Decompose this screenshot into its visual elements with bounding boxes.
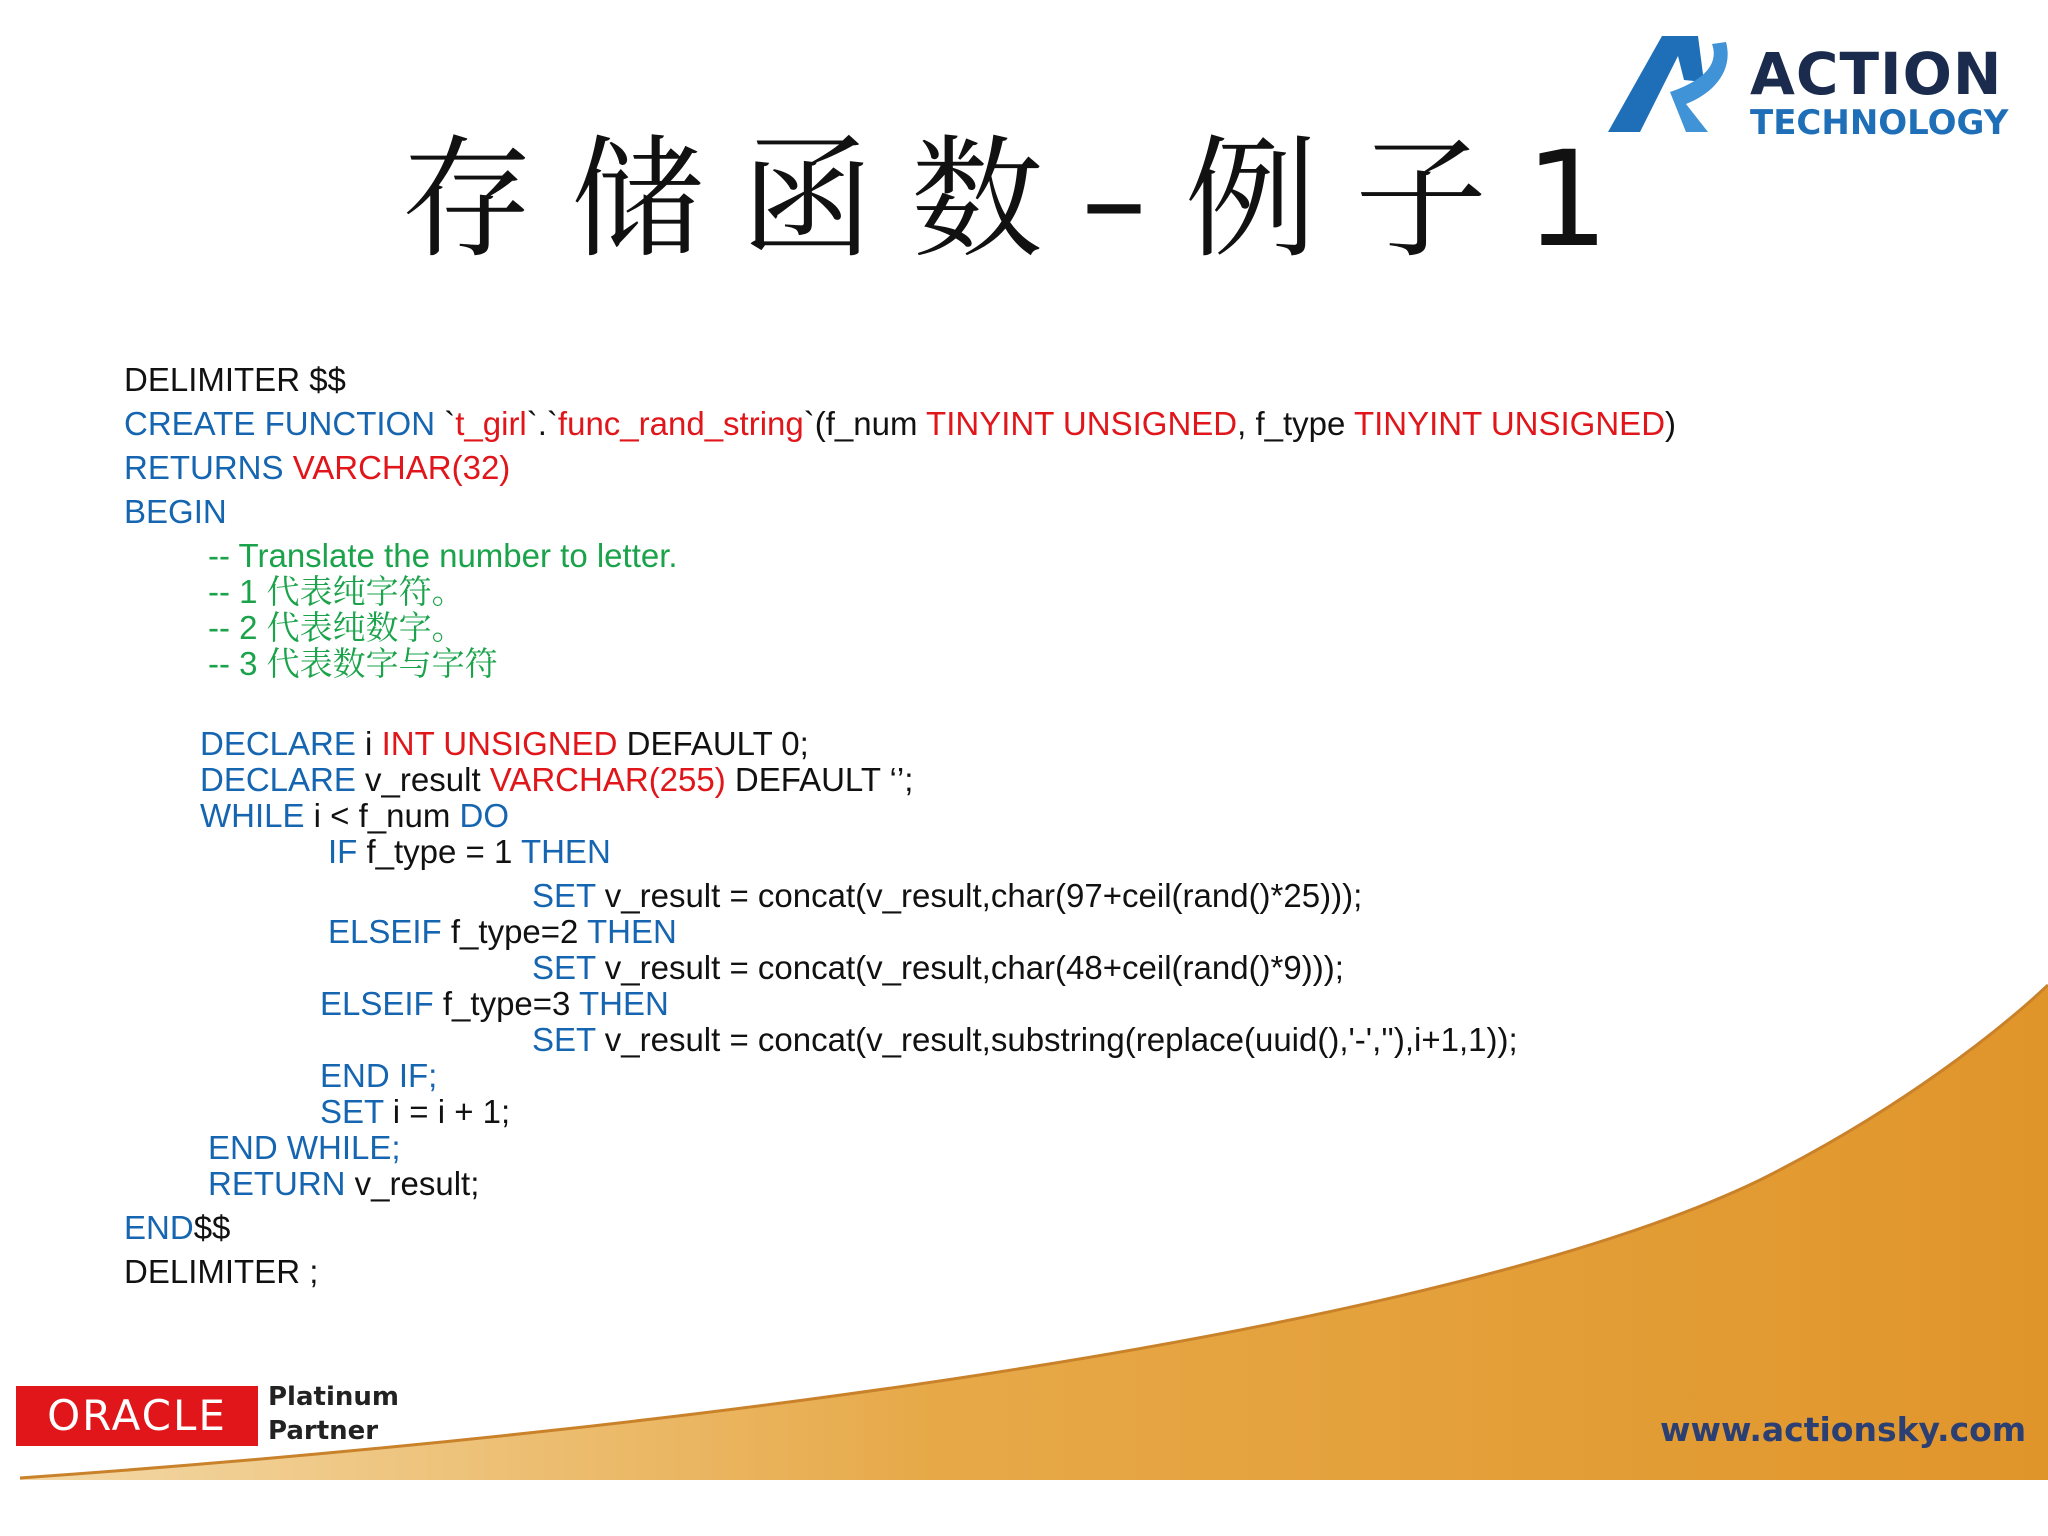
code-comment: -- 2 代表纯数字。 xyxy=(208,609,465,646)
oracle-platinum-partner-badge xyxy=(16,1380,408,1452)
code-line: IF f_type = 1 THEN xyxy=(328,833,611,870)
code-line: DELIMITER ; xyxy=(124,1253,319,1290)
code-comment: -- 1 代表纯字符。 xyxy=(208,573,465,610)
code-line: BEGIN xyxy=(124,493,227,530)
code-line: RETURN v_result; xyxy=(208,1165,480,1202)
platinum-text: Platinum xyxy=(268,1382,399,1412)
oracle-logo-text: ORACLE xyxy=(47,1391,227,1440)
code-line: END WHILE; xyxy=(208,1129,401,1166)
slide-title: 存储函数–例子1 xyxy=(401,123,1647,277)
partner-label xyxy=(268,1380,399,1448)
code-line: END$$ xyxy=(124,1209,231,1246)
website-url: www.actionsky.com xyxy=(1660,1410,2027,1449)
code-line: SET v_result = concat(v_result,char(97+ceil(rand()*25))); xyxy=(532,877,1363,914)
code-line: CREATE FUNCTION `t_girl`.`func_rand_string`(f_num TINYINT UNSIGNED, f_type TINYINT UNSIGNED) xyxy=(124,405,1677,442)
code-line: SET i = i + 1; xyxy=(320,1093,511,1130)
code-line: SET v_result = concat(v_result,char(48+ceil(rand()*9))); xyxy=(532,949,1344,986)
svg-text:TECHNOLOGY: TECHNOLOGY xyxy=(1750,103,2009,143)
code-line: END IF; xyxy=(320,1057,438,1094)
code-comment: -- Translate the number to letter. xyxy=(208,537,678,574)
code-line: DECLARE i INT UNSIGNED DEFAULT 0; xyxy=(200,725,809,762)
code-line: WHILE i < f_num DO xyxy=(200,797,510,834)
code-line: RETURNS VARCHAR(32) xyxy=(124,449,511,486)
code-line: SET v_result = concat(v_result,substring(replace(uuid(),'-',''),i+1,1)); xyxy=(532,1021,1518,1058)
code-line: ELSEIF f_type=3 THEN xyxy=(320,985,669,1022)
svg-text:ACTION: ACTION xyxy=(1750,40,2003,108)
code-comment: -- 3 代表数字与字符 xyxy=(208,645,498,682)
code-line: ELSEIF f_type=2 THEN xyxy=(328,913,677,950)
code-line: DELIMITER $$ xyxy=(124,361,346,398)
code-line: DECLARE v_result VARCHAR(255) DEFAULT ‘’; xyxy=(200,761,914,798)
partner-text: Partner xyxy=(268,1416,379,1446)
